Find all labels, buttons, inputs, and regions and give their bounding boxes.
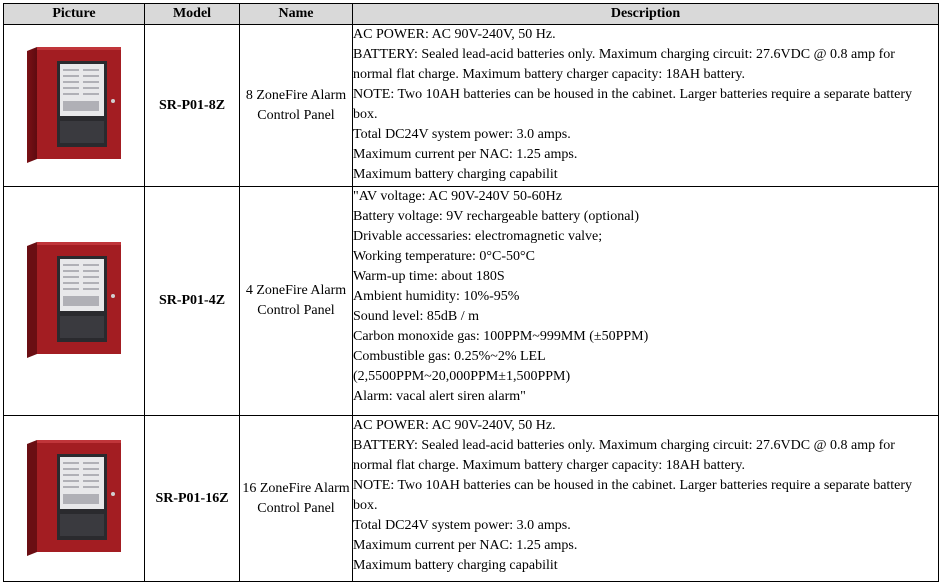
name-cell: 16 ZoneFire Alarm Control Panel (240, 416, 353, 582)
desc-line: Maximum current per NAC: 1.25 amps. (353, 147, 578, 162)
picture-cell (4, 25, 145, 187)
picture-cell (4, 187, 145, 416)
desc-line: AC POWER: AC 90V-240V, 50 Hz. (353, 418, 556, 433)
desc-line: NOTE: Two 10AH batteries can be housed in the cabinet. Larger batteries require a separate battery box. (353, 87, 913, 122)
header-description: Description (353, 4, 939, 25)
desc-line: Total DC24V system power: 3.0 amps. (353, 127, 571, 142)
desc-line: Working temperature: 0°C-50°C (353, 249, 535, 264)
desc-line: Drivable accessaries: electromagnetic valve; (353, 229, 603, 244)
desc-line: Sound level: 85dB / m (353, 309, 479, 324)
desc-line: Warm-up time: about 180S (353, 269, 505, 284)
table-row (4, 25, 939, 187)
fire-alarm-panel-image (23, 242, 125, 360)
model-cell: SR-P01-16Z (145, 416, 240, 582)
desc-line: Battery voltage: 9V rechargeable battery (optional) (353, 209, 639, 224)
table-row (4, 416, 939, 582)
header-name: Name (240, 4, 353, 25)
desc-line: BATTERY: Sealed lead-acid batteries only. Maximum charging circuit: 27.6VDC @ 0.8 amp for normal flat charge. Maximum battery charger capacity: 18AH battery. (353, 438, 895, 473)
description-cell (353, 416, 939, 582)
header-model: Model (145, 4, 240, 25)
header-picture: Picture (4, 4, 145, 25)
header-row (4, 4, 939, 25)
desc-line: Alarm: vacal alert siren alarm" (353, 389, 526, 404)
desc-line: NOTE: Two 10AH batteries can be housed in the cabinet. Larger batteries require a separate battery box. (353, 478, 913, 513)
description-cell (353, 25, 939, 187)
fire-alarm-panel-image (23, 47, 125, 165)
model-cell: SR-P01-4Z (145, 187, 240, 416)
table-row (4, 187, 939, 416)
desc-line: Total DC24V system power: 3.0 amps. (353, 518, 571, 533)
desc-line: (2,5500PPM~20,000PPM±1,500PPM) (353, 369, 571, 384)
product-spec-table (3, 3, 939, 582)
desc-line: Ambient humidity: 10%-95% (353, 289, 520, 304)
desc-line: "AV voltage: AC 90V-240V 50-60Hz (353, 189, 562, 204)
desc-line: Carbon monoxide gas: 100PPM~999MM (±50PPM) (353, 329, 649, 344)
desc-line: Maximum battery charging capabilit (353, 167, 558, 182)
desc-line: Maximum battery charging capabilit (353, 558, 558, 573)
description-cell (353, 187, 939, 416)
model-cell: SR-P01-8Z (145, 25, 240, 187)
name-cell: 8 ZoneFire Alarm Control Panel (240, 25, 353, 187)
desc-line: Maximum current per NAC: 1.25 amps. (353, 538, 578, 553)
desc-line: AC POWER: AC 90V-240V, 50 Hz. (353, 27, 556, 42)
fire-alarm-panel-image (23, 440, 125, 558)
desc-line: BATTERY: Sealed lead-acid batteries only. Maximum charging circuit: 27.6VDC @ 0.8 amp for normal flat charge. Maximum battery charger capacity: 18AH battery. (353, 47, 895, 82)
name-cell: 4 ZoneFire Alarm Control Panel (240, 187, 353, 416)
picture-cell (4, 416, 145, 582)
desc-line: Combustible gas: 0.25%~2% LEL (353, 349, 546, 364)
